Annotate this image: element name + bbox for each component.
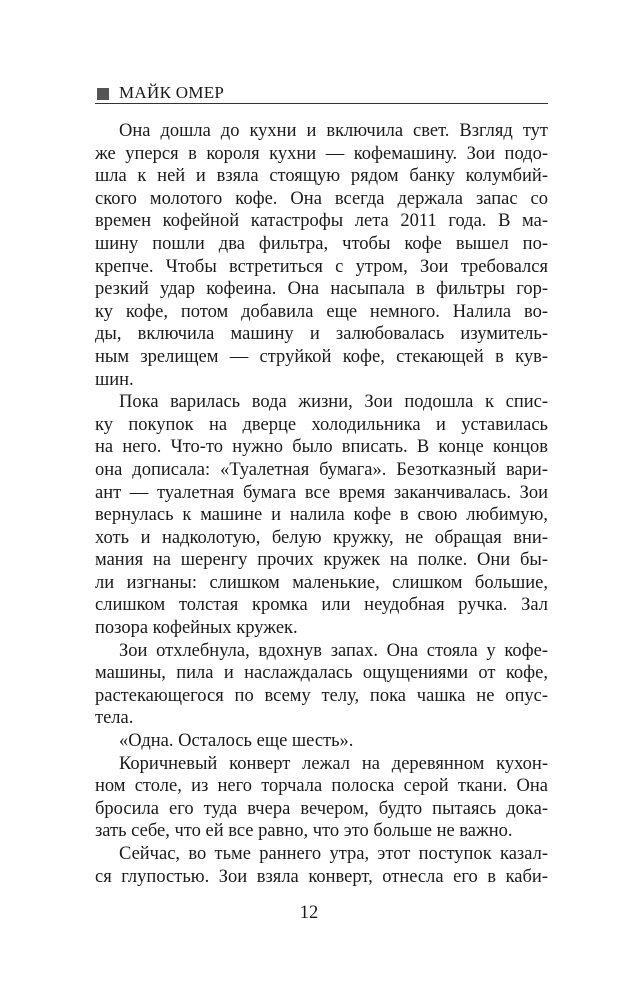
text-line: зать себе, что ей все равно, что это больше не важно. <box>95 821 513 842</box>
text-line: Коричневый конверт лежал на деревянном кухон- <box>119 753 548 774</box>
text-line: ли изгнаны: слишком маленькие, слишком большие, <box>95 572 548 593</box>
text-line: шла к ней и взяла стоящую рядом банку колумбий- <box>95 166 548 187</box>
text-line: растекающегося по всему телу, пока чашка не опус- <box>95 685 548 706</box>
text-line: Зои отхлебнула, вдохнув запах. Она стояла у кофе- <box>119 640 548 661</box>
text-line: вернулась к машине и налила кофе в свою любимую, <box>95 505 548 526</box>
page-number: 12 <box>299 903 319 923</box>
text-line: Сейчас, во тьме раннего утра, этот поступок казал- <box>119 844 548 864</box>
text-line: ном столе, из него торчала полоска серой ткани. Она <box>95 776 548 797</box>
text-line: крепче. Чтобы встретиться с утром, Зои требовался <box>95 256 548 277</box>
paragraph <box>95 391 548 640</box>
text-line: шин. <box>95 369 134 390</box>
text-line: ант — туалетная бумага все время заканчивалась. Зои <box>95 482 548 503</box>
text-line: бросила его туда вчера вечером, будто пытаясь дока- <box>95 798 548 819</box>
text-line: слишком толстая кромка или неудобная ручка. Зал <box>95 595 548 616</box>
text-line: ся глупостью. Зои взяла конверт, отнесла его в каби- <box>95 866 548 887</box>
text-line: же уперся в короля кухни — кофемашину. Зои подо- <box>95 143 548 164</box>
header-square-marker <box>97 88 109 100</box>
author-name: МАЙК ОМЕР <box>119 83 225 102</box>
text-line: ского молотого кофе. Она всегда держала запас со <box>95 188 548 209</box>
text-line: Она дошла до кухни и включила свет. Взгляд тут <box>119 121 548 141</box>
text-line: резкий удар кофеина. Она насыпала в фильтры гор- <box>95 279 548 300</box>
text-line: хоть и надколотую, белую кружку, не обращая вни- <box>95 527 548 548</box>
page-body-text <box>95 120 548 888</box>
text-line: она дописала: «Туалетная бумага». Безотказный вари- <box>95 459 548 480</box>
text-line: ным зрелищем — струйкой кофе, стекающей в кув- <box>95 346 548 367</box>
text-line: на него. Что-то нужно было вписать. В конце концов <box>95 437 548 458</box>
text-line: времен кофейной катастрофы лета 2011 года. В ма- <box>95 211 548 232</box>
text-line: тела. <box>95 708 134 729</box>
paragraph <box>95 730 548 753</box>
running-header <box>95 82 548 104</box>
text-line: машины, пила и наслаждалась ощущениями от кофе, <box>95 663 548 684</box>
text-line: ды, включила машину и залюбовалась изумитель- <box>95 324 548 345</box>
text-line: ку покупок на дверце холодильника и уставилась <box>95 414 548 435</box>
paragraph <box>95 120 548 391</box>
text-line: Пока варилась вода жизни, Зои подошла к спис- <box>119 392 548 413</box>
text-line: шину пошли два фильтра, чтобы кофе вышел по- <box>95 233 548 254</box>
text-line: «Одна. Осталось еще шесть». <box>119 731 354 752</box>
text-line: позора кофейных кружек. <box>95 618 298 639</box>
paragraph <box>95 640 548 730</box>
text-line: мания на шеренгу прочих кружек на полке. Они бы- <box>95 550 548 571</box>
text-line: ку кофе, потом добавила еще немного. Налила во- <box>95 301 548 322</box>
paragraph <box>95 753 548 843</box>
paragraph <box>95 843 548 888</box>
